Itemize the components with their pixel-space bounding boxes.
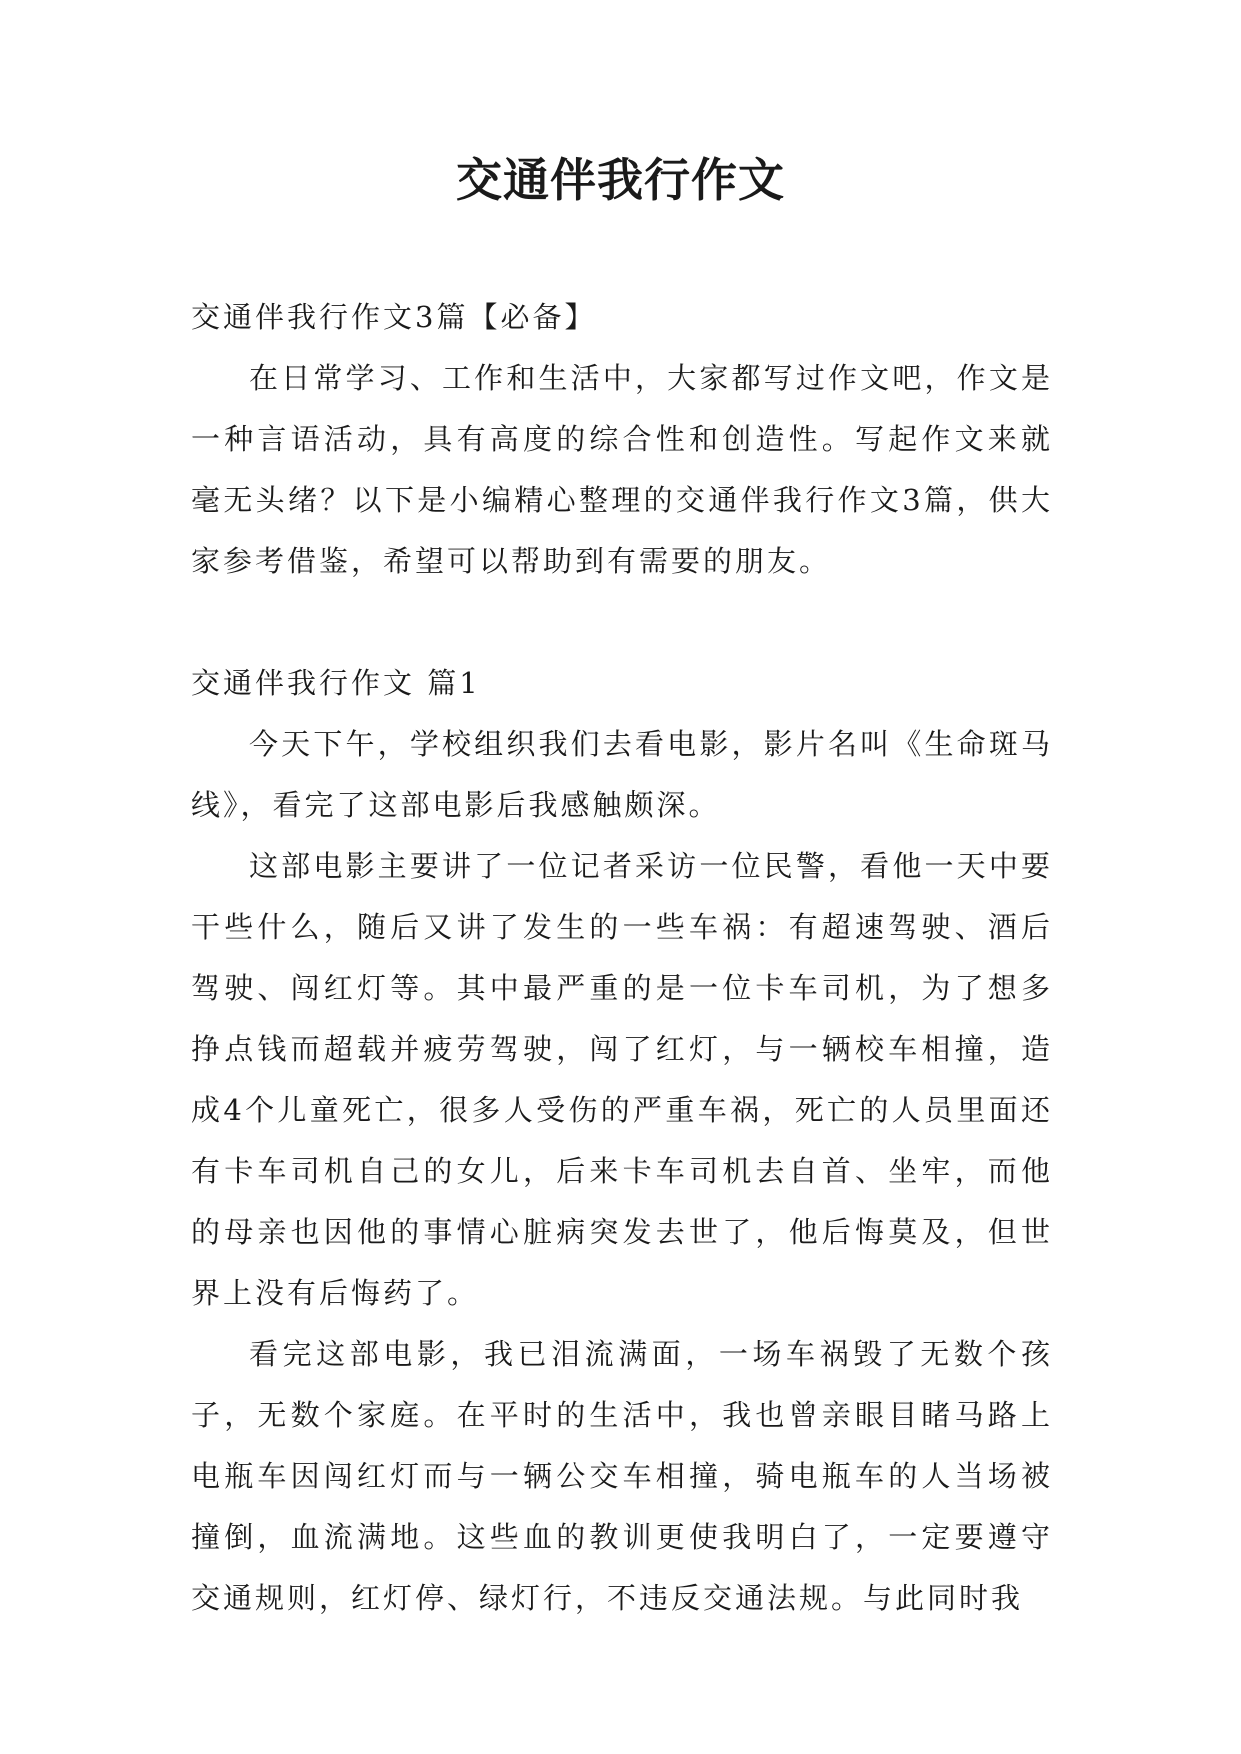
body-paragraph-2: 这部电影主要讲了一位记者采访一位民警，看他一天中要干些什么，随后又讲了发生的一些车祸：有超速驾驶、酒后驾驶、闯红灯等。其中最严重的是一位卡车司机，为了想多挣点钱而超载并疲劳驾驶，闯了红灯，与一辆校车相撞，造成4个儿童死亡，很多人受伤的严重车祸，死亡的人员里面还有卡车司机自己的女儿，后来卡车司机去自首、坐牢，而他的母亲也因他的事情心脏病突发去世了，他后悔莫及，但世界上没有后悔药了。	[191, 849, 1053, 1310]
body-paragraph-1: 今天下午，学校组织我们去看电影，影片名叫《生命斑马线》，看完了这部电影后我感触颇深。	[191, 727, 1053, 822]
section-heading: 交通伴我行作文 篇1	[191, 666, 481, 700]
document-title: 交通伴我行作文	[456, 153, 785, 207]
document-body	[191, 287, 1053, 1629]
section-spacer	[191, 592, 1053, 653]
body-paragraph-3: 看完这部电影，我已泪流满面，一场车祸毁了无数个孩子，无数个家庭。在平时的生活中，我也曾亲眼目睹马路上电瓶车因闯红灯而与一辆公交车相撞，骑电瓶车的人当场被撞倒，血流满地。这些血的教训更使我明白了，一定要遵守交通规则，红灯停、绿灯行，不违反交通法规。与此同时我	[191, 1337, 1053, 1615]
intro-heading: 交通伴我行作文3篇【必备】	[191, 300, 597, 334]
intro-paragraph: 在日常学习、工作和生活中，大家都写过作文吧，作文是一种言语活动，具有高度的综合性和创造性。写起作文来就毫无头绪？以下是小编精心整理的交通伴我行作文3篇，供大家参考借鉴，希望可以帮助到有需要的朋友。	[191, 361, 1053, 578]
